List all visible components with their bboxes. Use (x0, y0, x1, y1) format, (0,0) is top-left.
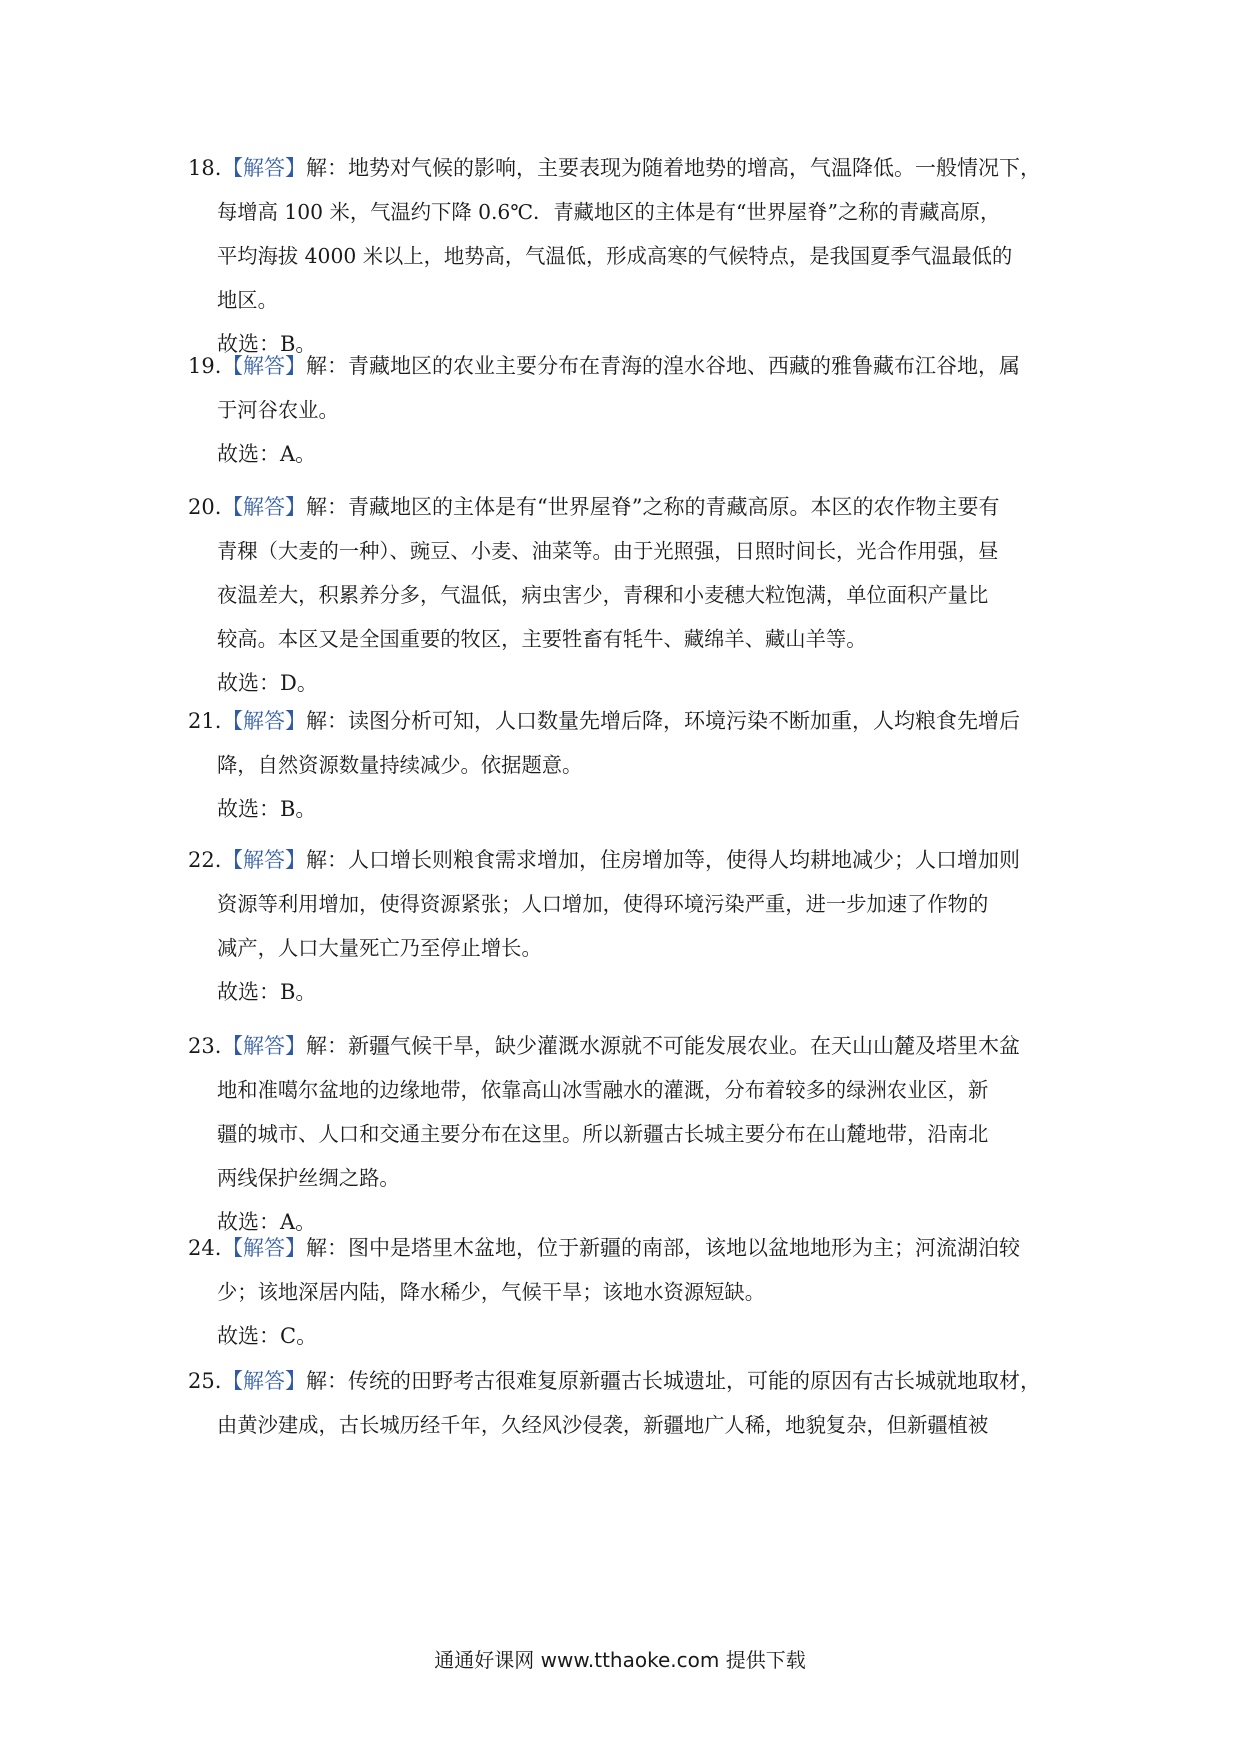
answer-first-line (188, 1024, 1060, 1068)
answer-continuation-line: 每增高 100 米，气温约下降 0.6℃．青藏地区的主体是有“世界屋脊”之称的青藏高原， (217, 200, 1001, 224)
answer-tag: 【解答】 (222, 495, 306, 519)
answer-tag: 【解答】 (222, 1236, 306, 1260)
answer-body (222, 1024, 1060, 1068)
answer-item (188, 1024, 1060, 1244)
answer-tag: 【解答】 (222, 709, 306, 733)
answer-continuation-line: 较高。本区又是全国重要的牧区，主要牲畜有牦牛、藏绵羊、藏山羊等。 (217, 627, 867, 651)
answer-body (222, 344, 1060, 388)
answer-continuation-line: 于河谷农业。 (217, 398, 339, 422)
answer-continuation-line: 少；该地深居内陆，降水稀少，气候干旱；该地水资源短缺。 (217, 1280, 766, 1304)
answer-text: 解：地势对气候的影响，主要表现为随着地势的增高，气温降低。一般情况下， (306, 156, 1041, 180)
question-number: 25. (188, 1369, 222, 1393)
question-number: 23. (188, 1034, 222, 1058)
answer-continuation-line: 青稞（大麦的一种）、豌豆、小麦、油菜等。由于光照强，日照时间长，光合作用强，昼 (217, 539, 999, 563)
answer-tag: 【解答】 (222, 156, 306, 180)
answer-first-line (188, 485, 1060, 529)
answer-text: 解：图中是塔里木盆地，位于新疆的南部，该地以盆地地形为主；河流湖泊较 (306, 1236, 1020, 1260)
answer-choice: 故选：B。 (217, 980, 317, 1004)
answer-item (188, 838, 1060, 1014)
answer-text: 解：青藏地区的主体是有“世界屋脊”之称的青藏高原。本区的农作物主要有 (306, 495, 1000, 519)
answer-continuation-line: 地区。 (217, 288, 278, 312)
answer-tag: 【解答】 (222, 354, 306, 378)
answer-text: 解：青藏地区的农业主要分布在青海的湟水谷地、西藏的雅鲁藏布江谷地，属 (306, 354, 1020, 378)
question-number: 24. (188, 1236, 222, 1260)
answer-continuation-line: 两线保护丝绸之路。 (217, 1166, 400, 1190)
answer-body (222, 838, 1060, 882)
answer-continuation-line: 降，自然资源数量持续减少。依据题意。 (217, 753, 583, 777)
question-number: 19. (188, 354, 222, 378)
answer-choice: 故选：A。 (217, 442, 317, 466)
answer-choice: 故选：D。 (217, 671, 318, 695)
answer-body (222, 1359, 1060, 1403)
answer-item (188, 699, 1060, 831)
answer-text: 解：新疆气候干旱，缺少灌溉水源就不可能发展农业。在天山山麓及塔里木盆 (306, 1034, 1020, 1058)
answer-choice: 故选：B。 (217, 797, 317, 821)
answer-text: 解：人口增长则粮食需求增加，住房增加等，使得人均耕地减少；人口增加则 (306, 848, 1020, 872)
answer-continuation-line: 减产，人口大量死亡乃至停止增长。 (217, 936, 542, 960)
question-number: 22. (188, 848, 222, 872)
answer-choice: 故选：A。 (217, 1210, 317, 1234)
answer-continuation-line: 资源等利用增加，使得资源紧张；人口增加，使得环境污染严重，进一步加速了作物的 (217, 892, 989, 916)
answer-first-line (188, 699, 1060, 743)
question-number: 18. (188, 156, 222, 180)
answer-body (222, 699, 1060, 743)
answer-tag: 【解答】 (222, 848, 306, 872)
answer-tag: 【解答】 (222, 1369, 306, 1393)
answer-continuation-line: 疆的城市、人口和交通主要分布在这里。所以新疆古长城主要分布在山麓地带，沿南北 (217, 1122, 989, 1146)
answer-first-line (188, 146, 1060, 190)
answer-item (188, 344, 1060, 476)
answer-first-line (188, 838, 1060, 882)
answer-text: 解：传统的田野考古很难复原新疆古长城遗址，可能的原因有古长城就地取材， (306, 1369, 1041, 1393)
answer-body (222, 485, 1060, 529)
question-number: 20. (188, 495, 222, 519)
answer-continuation-line: 由黄沙建成，古长城历经千年，久经风沙侵袭，新疆地广人稀，地貌复杂，但新疆植被 (217, 1413, 989, 1437)
answer-continuation-line: 地和准噶尔盆地的边缘地带，依靠高山冰雪融水的灌溉，分布着较多的绿洲农业区，新 (217, 1078, 989, 1102)
answer-item (188, 1359, 1060, 1447)
answer-choice: 故选：B。 (217, 332, 317, 356)
question-number: 21. (188, 709, 222, 733)
answer-item (188, 146, 1060, 366)
answer-item (188, 485, 1060, 705)
answer-tag: 【解答】 (222, 1034, 306, 1058)
answer-choice: 故选：C。 (217, 1324, 318, 1348)
page-footer: 通通好课网 www.tthaoke.com 提供下载 (434, 1648, 806, 1672)
answer-first-line (188, 1226, 1060, 1270)
answer-continuation-line: 平均海拔 4000 米以上，地势高，气温低，形成高寒的气候特点，是我国夏季气温最低的 (217, 244, 1013, 268)
answer-body (222, 1226, 1060, 1270)
answer-first-line (188, 1359, 1060, 1403)
answer-continuation-line: 夜温差大，积累养分多，气温低，病虫害少，青稞和小麦穗大粒饱满，单位面积产量比 (217, 583, 989, 607)
answer-item (188, 1226, 1060, 1358)
answer-text: 解：读图分析可知，人口数量先增后降，环境污染不断加重，人均粮食先增后 (306, 709, 1020, 733)
answer-body (222, 146, 1060, 190)
answer-first-line (188, 344, 1060, 388)
